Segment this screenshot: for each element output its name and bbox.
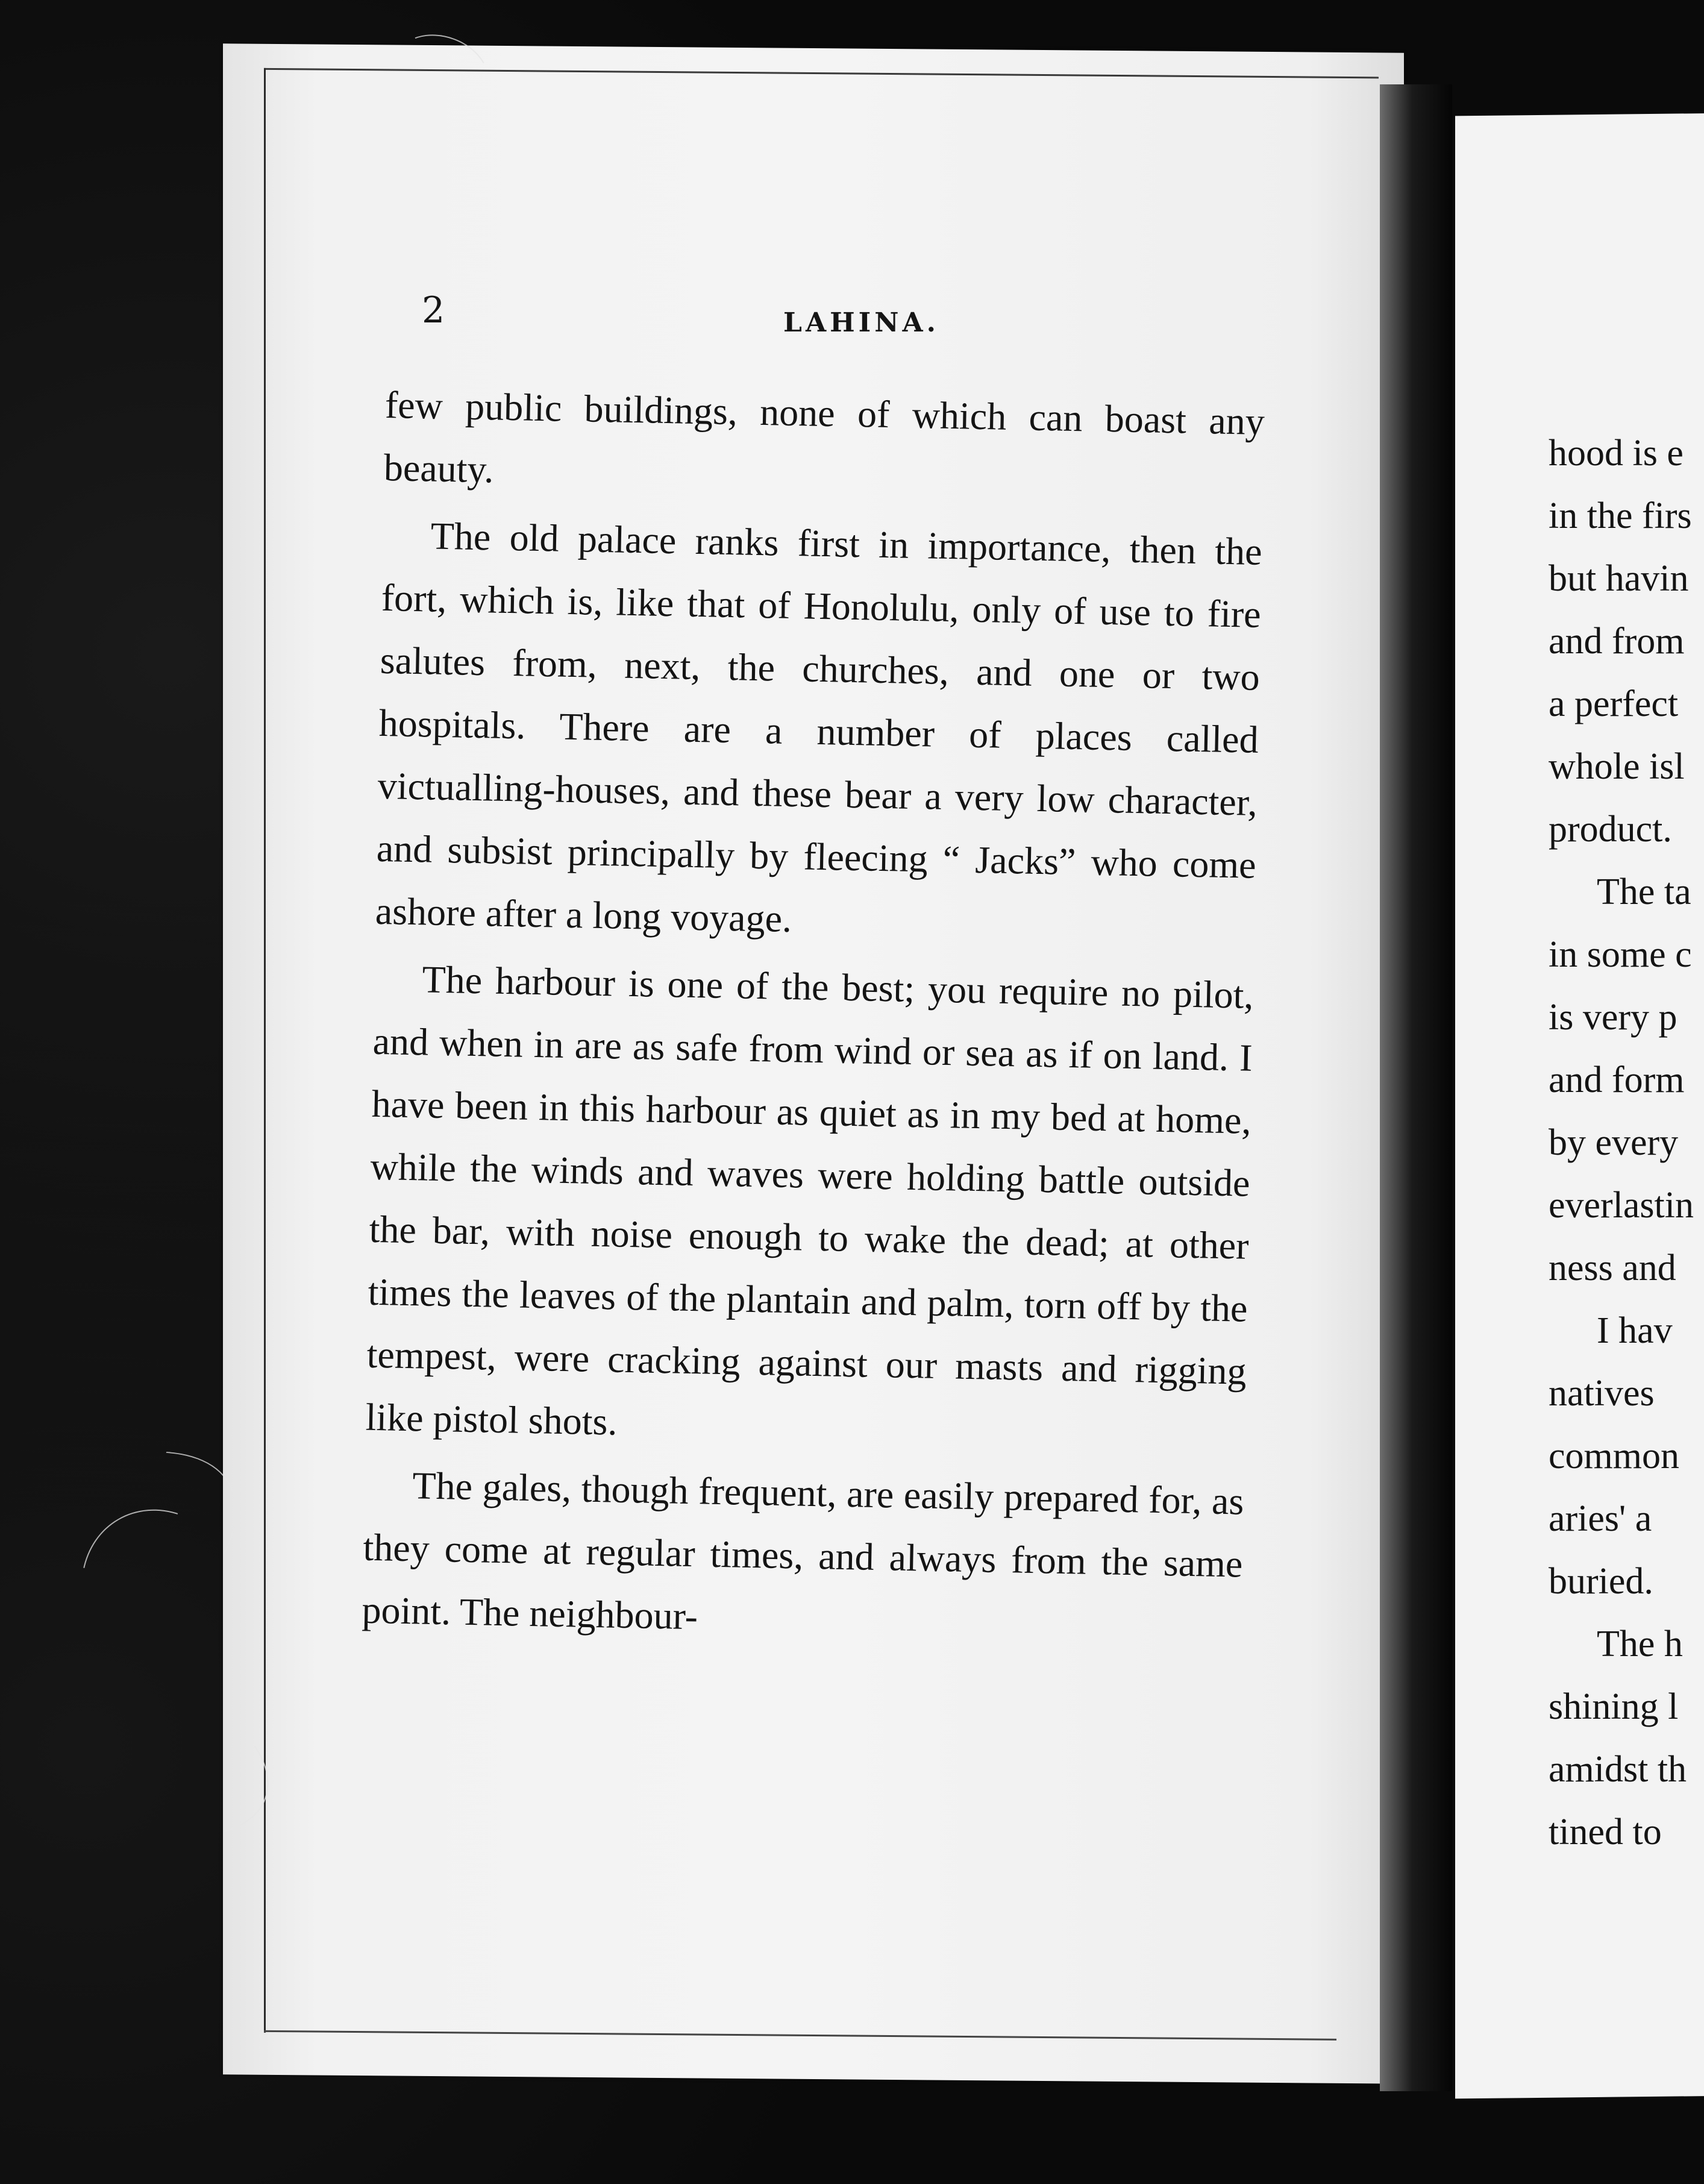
text-line: common	[1549, 1436, 1679, 1476]
page-border-left	[264, 68, 266, 2033]
running-head: LAHINA.	[783, 307, 939, 338]
text-line: I hav	[1597, 1310, 1673, 1351]
text-line: and form	[1549, 1059, 1685, 1100]
text-line: The h	[1597, 1624, 1683, 1665]
text-line: by every	[1549, 1122, 1679, 1163]
text-line: whole isl	[1549, 746, 1685, 787]
text-line: natives	[1549, 1373, 1655, 1414]
text-line: hood is e	[1549, 433, 1684, 474]
text-line: is very p	[1549, 997, 1677, 1038]
book-gutter	[1380, 84, 1452, 2091]
text-line: and from	[1549, 621, 1685, 662]
text-line: everlastin	[1549, 1185, 1694, 1226]
paragraph: The old palace ranks first in importance, then the fort, which is, like that of Honolulu, only of use to fire salutes from, next, the churches, and one or two hospitals. There are a number of places called victualling-houses, and these bear a very low character, and subsist principally by fleecing “ Jacks” who come ashore after a long voyage.	[375, 514, 1263, 941]
paragraph: The harbour is one of the best; you require no pilot, and when in are as safe from wind or sea as if on land. I have been in this harbour as quiet as in my bed at home, while the winds and waves were holding battle outside the bar, with noise enough to wake the dead; at other times the leaves of the plantain and palm, torn off by the tempest, were cracking against our masts and rigging like pistol shots.	[365, 958, 1255, 1443]
text-line: boast any beauty.	[383, 397, 1265, 491]
text-line: ness and	[1549, 1247, 1676, 1288]
opening-lines	[383, 374, 1265, 516]
page-border-bottom	[264, 2030, 1336, 2041]
text-line: few public buildings, none of which can	[384, 383, 1083, 440]
text-line: in some c	[1549, 934, 1692, 975]
text-line: amidst th	[1549, 1749, 1687, 1790]
text-line: in the firs	[1549, 495, 1692, 536]
text-line: The ta	[1597, 871, 1691, 912]
text-line: a perfect	[1549, 683, 1679, 724]
text-line: shining l	[1549, 1686, 1679, 1727]
left-page-body	[361, 374, 1265, 1663]
text-line: tined to	[1549, 1812, 1662, 1853]
right-page-body	[1549, 422, 1704, 1863]
paragraph: The gales, though frequent, are easily prepared for, as they come at regular times, and always from the same point. The neighbour-	[361, 1464, 1245, 1638]
page-number: 2	[422, 289, 445, 331]
text-line: product.	[1549, 809, 1672, 850]
text-line: aries' a	[1549, 1498, 1652, 1539]
text-line: but havin	[1549, 558, 1689, 599]
text-line: buried.	[1549, 1561, 1653, 1602]
